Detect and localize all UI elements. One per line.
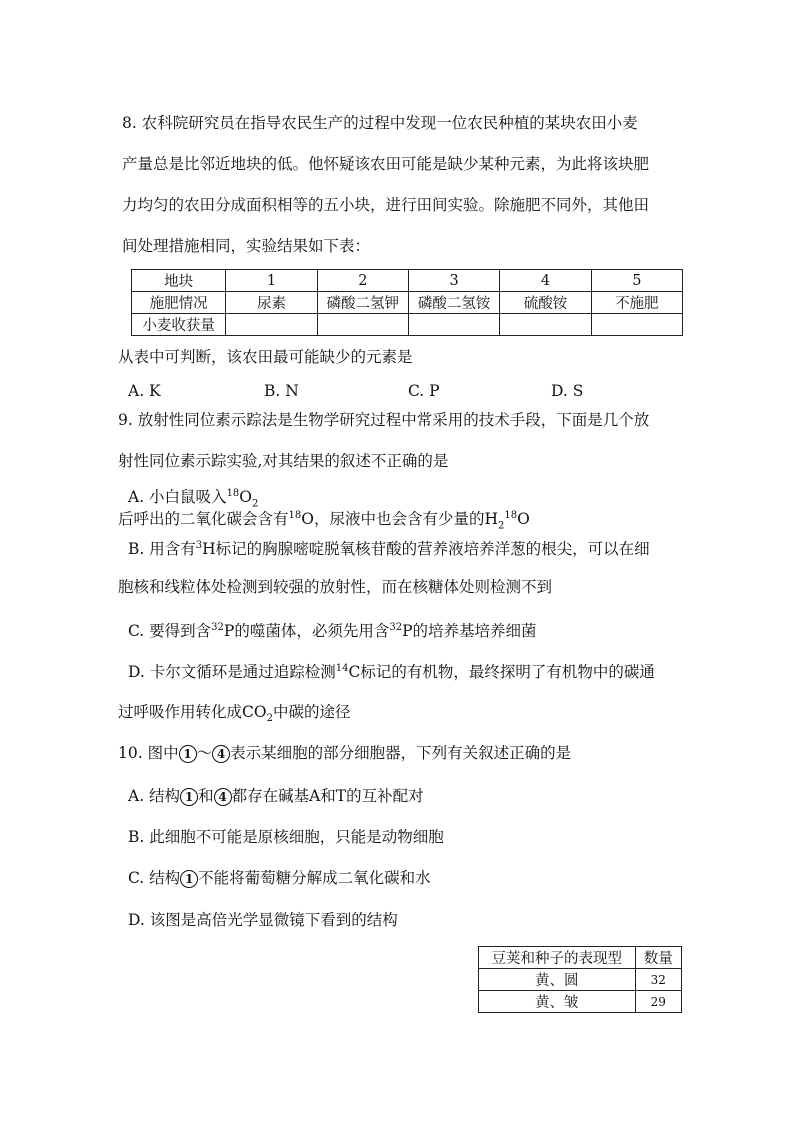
circled-number-4: 4 [214,788,232,806]
q9-option-b-line-2: 胞核和线粒体处检测到较强的放射性，而在核糖体处则检测不到 [118,578,553,596]
isotope-mark: 32 [211,622,224,633]
q9-option-c [128,618,537,641]
q8-line-1: 8. 农科院研究员在指导农民生产的过程中发现一位农民种植的某块农田小麦 [122,114,638,132]
circled-number-1: 1 [179,745,197,763]
table-cell: 数量 [635,947,681,969]
phenotype-table [478,946,682,1013]
q10-option-d: D. 该图是高倍光学显微镜下看到的结构 [128,911,398,929]
table-cell: 黄、皱 [479,991,636,1013]
q8-option-c: C. P [408,382,440,400]
table-row [132,270,683,292]
table-cell: 小麦收获量 [132,314,226,336]
text: C. 要得到含 [128,622,212,641]
table-row [479,969,682,991]
text: O [239,488,253,507]
table-cell: 3 [408,270,499,292]
isotope-mark: 18 [288,510,302,521]
q10-option-a [128,786,424,806]
q9-line-1: 9. 放射性同位素示踪法是生物学研究过程中常采用的技术手段，下面是几个放 [118,411,650,429]
text: C标记的有机物，最终探明了有机物中的碳通 [348,663,655,682]
table-cell: 尿素 [226,292,317,314]
q9-option-d-line-1 [128,659,655,682]
text: P的噬菌体，必须先用含 [223,622,390,641]
circled-number-1: 1 [180,870,198,888]
q10-option-b: B. 此细胞不可能是原核细胞，只能是动物细胞 [128,828,444,846]
table-cell: 32 [635,969,681,991]
table-cell: 施肥情况 [132,292,226,314]
q9-line-2: 射性同位素示踪实验,对其结果的叙述不正确的是 [118,452,449,470]
table-cell: 磷酸二氢钾 [317,292,408,314]
text: 不能将葡萄糖分解成二氧化碳和水 [198,869,431,887]
table-row [479,991,682,1013]
text: O [517,510,530,529]
isotope-mark: 18 [504,510,518,521]
q8-option-b: B. N [264,382,299,400]
q10-option-c [128,868,431,888]
q8-option-a: A. K [128,382,161,400]
text: D. 卡尔文循环是通过追踪检测 [128,663,336,682]
isotope-mark: 32 [389,622,403,633]
text: O，尿液中也会含有少量的H [301,510,498,529]
table-cell [591,314,682,336]
text: 和 [198,787,214,805]
text: B. 用含有 [128,540,196,559]
table-cell: 5 [591,270,682,292]
text: A. 小白鼠吸入 [128,488,227,507]
table-cell: 29 [635,991,681,1013]
text: 后呼出的二氧化碳会含有 [118,510,289,529]
table-row [479,947,682,969]
table-cell: 4 [500,270,591,292]
table-cell [408,314,499,336]
table-cell: 豆荚和种子的表现型 [479,947,636,969]
table-cell: 地块 [132,270,226,292]
text: P的培养基培养细菌 [402,622,537,641]
table-cell: 不施肥 [591,292,682,314]
table-cell: 1 [226,270,317,292]
q8-question-tail: 从表中可判断，该农田最可能缺少的元素是 [118,348,413,366]
text: 过呼吸作用转化成CO [118,703,267,721]
text: 表示某细胞的部分细胞器，下列有关叙述正确的是 [230,744,572,762]
subscript: 2 [266,713,273,725]
table-cell: 黄、圆 [479,969,636,991]
table-cell [500,314,591,336]
table-row [132,292,683,314]
q9-option-d-line-2 [118,702,350,729]
table-cell [317,314,408,336]
table-cell: 硫酸铵 [500,292,591,314]
text: A. 结构 [128,787,181,805]
q8-table [131,269,683,336]
isotope-mark: 3 [195,540,203,551]
text: 中碳的途径 [272,703,351,721]
q8-line-3: 力均匀的农田分成面积相等的五小块，进行田间实验。除施肥不同外，其他田 [122,196,650,214]
q10-stem [118,743,571,763]
isotope-mark: 14 [335,663,349,674]
text: H标记的胸腺嘧啶脱氧核苷酸的营养液培养洋葱的根尖，可以在细 [202,540,650,559]
circled-number-1: 1 [180,788,198,806]
isotope-mark: 18 [226,488,240,499]
text: C. 结构 [128,869,181,887]
subscript: 2 [497,520,505,532]
q8-line-4: 间处理措施相同，实验结果如下表： [122,237,371,255]
q9-option-a-line-2 [118,506,530,536]
subscript: 2 [252,498,259,510]
table-cell: 2 [317,270,408,292]
q9-option-b-line-1 [128,536,650,559]
table-cell [226,314,317,336]
text: ～ [196,744,213,762]
circled-number-4: 4 [212,745,230,763]
q8-line-2: 产量总是比邻近地块的低。他怀疑该农田可能是缺少某种元素，为此将该块肥 [122,155,650,173]
text: 10. 图中 [118,744,179,762]
text: 都存在碱基A和T的互补配对 [231,787,424,805]
q8-option-d: D. S [551,382,584,400]
table-cell: 磷酸二氢铵 [408,292,499,314]
table-row [132,314,683,336]
